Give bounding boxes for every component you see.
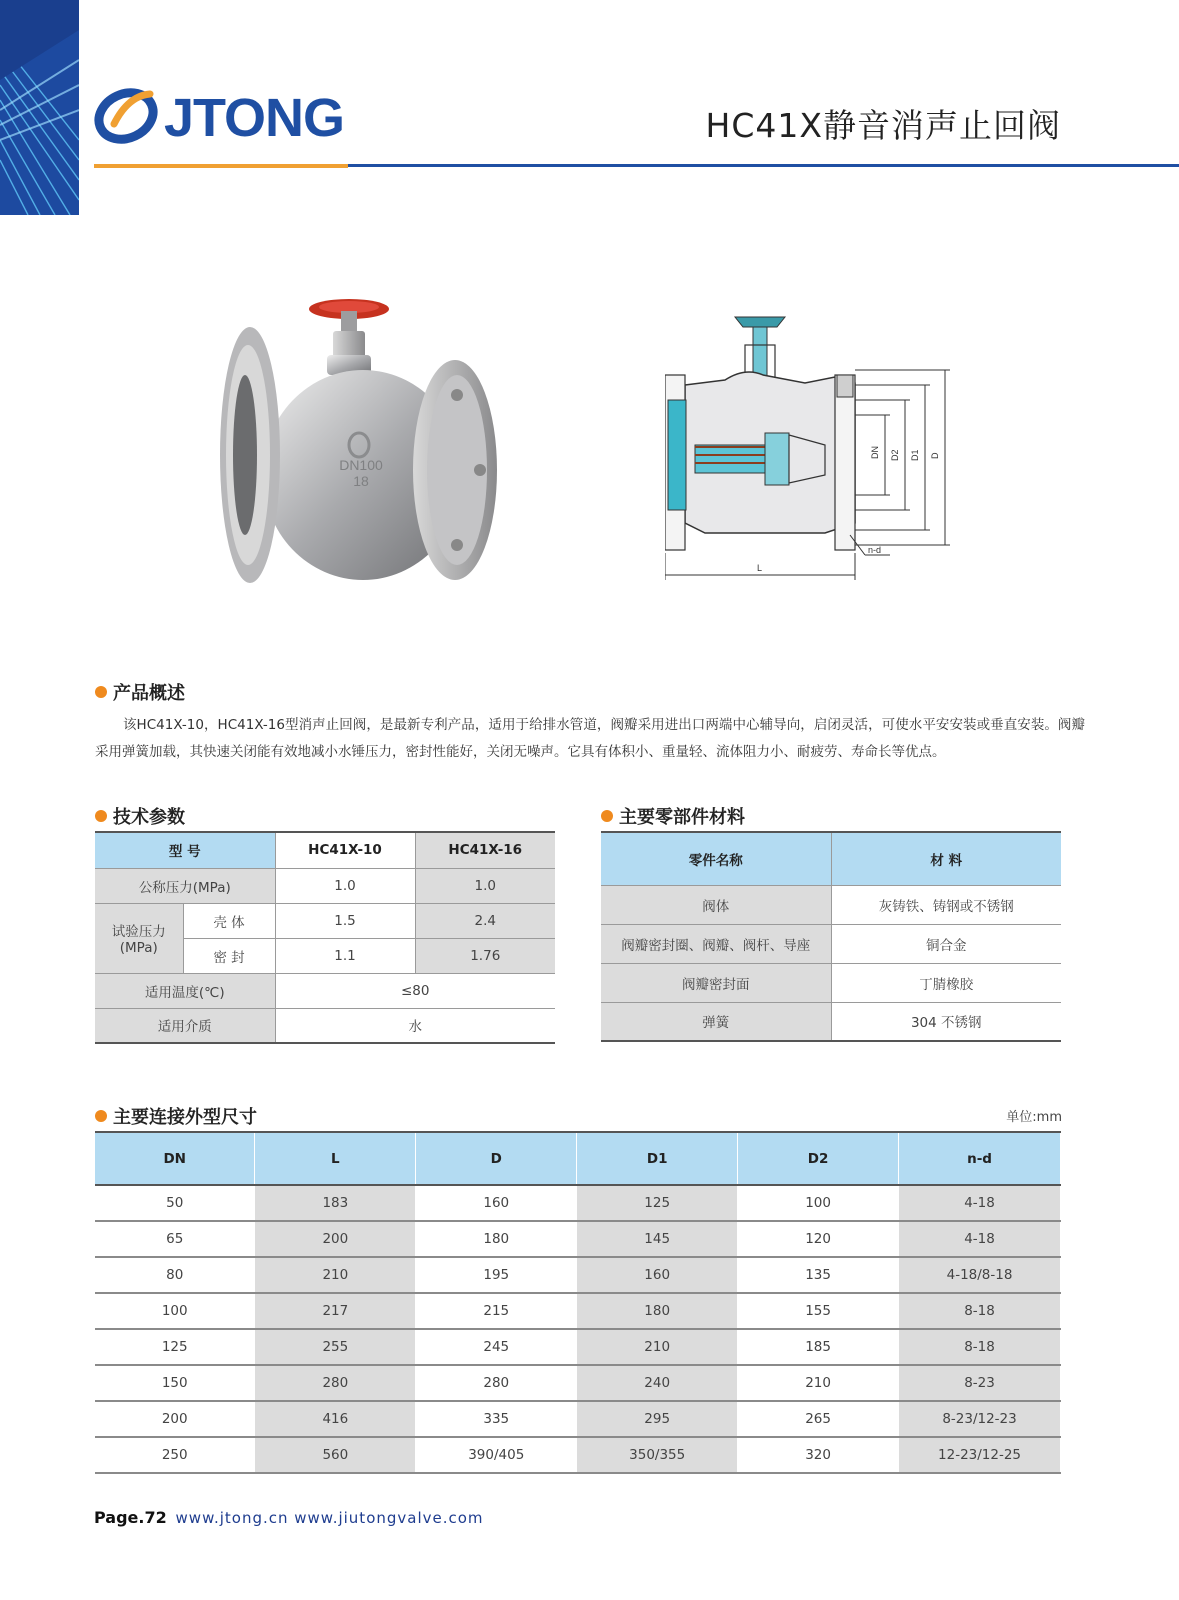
table-cell: 4-18 [899, 1185, 1061, 1221]
table-cell: 280 [416, 1365, 577, 1401]
part-name: 阀瓣密封圈、阀瓣、阀杆、导座 [601, 924, 831, 963]
table-cell: 135 [738, 1257, 899, 1293]
table-cell: 8-23/12-23 [899, 1401, 1061, 1437]
materials-table [601, 831, 1061, 1042]
header-model: 型 号 [95, 832, 275, 868]
header-hc41x-10: HC41X-10 [275, 832, 415, 868]
website-links[interactable]: www.jtong.cn www.jiutongvalve.com [175, 1509, 484, 1527]
table-cell: 195 [416, 1257, 577, 1293]
table-cell: 255 [255, 1329, 416, 1365]
table-row [95, 1329, 1061, 1365]
table-cell: 155 [738, 1293, 899, 1329]
table-cell: 240 [577, 1365, 738, 1401]
header-material: 材 料 [831, 832, 1061, 885]
table-cell: 390/405 [416, 1437, 577, 1473]
bullet-dot-icon [95, 686, 107, 698]
table-row [95, 1257, 1061, 1293]
table-cell: 265 [738, 1401, 899, 1437]
table-cell: 8-23 [899, 1365, 1061, 1401]
cell-value: 1.1 [275, 938, 415, 973]
table-cell: 350/355 [577, 1437, 738, 1473]
valve-photo [215, 295, 510, 600]
handwheel-icon [309, 299, 389, 375]
table-cell: 100 [738, 1185, 899, 1221]
table-row [95, 1221, 1061, 1257]
cell-value: 1.5 [275, 903, 415, 938]
page-number: Page.72 [94, 1508, 167, 1527]
overview-title: 产品概述 [113, 683, 185, 704]
row-label-nominal-pressure: 公称压力(MPa) [95, 868, 275, 903]
cell-value: ≤80 [275, 973, 555, 1008]
table-cell: 4-18 [899, 1221, 1061, 1257]
table-cell: 65 [95, 1221, 255, 1257]
table-cell: 560 [255, 1437, 416, 1473]
table-cell: 320 [738, 1437, 899, 1473]
dimensions-header-cell: D1 [577, 1132, 738, 1185]
bullet-dot-icon [95, 1110, 107, 1122]
table-cell: 200 [95, 1401, 255, 1437]
table-cell: 4-18/8-18 [899, 1257, 1061, 1293]
svg-text:JTONG: JTONG [164, 88, 345, 148]
header-hc41x-16: HC41X-16 [415, 832, 555, 868]
table-cell: 12-23/12-25 [899, 1437, 1061, 1473]
row-label-shell: 壳 体 [183, 903, 275, 938]
svg-text:DN100: DN100 [339, 457, 383, 473]
page-title: HC41X静音消声止回阀 [705, 106, 1061, 145]
materials-heading [601, 803, 745, 829]
svg-text:D1: D1 [910, 449, 920, 461]
cell-value: 1.76 [415, 938, 555, 973]
logo-mark-icon [94, 84, 161, 148]
part-material: 铜合金 [831, 924, 1061, 963]
dimensions-title: 主要连接外型尺寸 [113, 1107, 257, 1128]
table-cell: 100 [95, 1293, 255, 1329]
valve-cross-section-drawing [665, 305, 970, 595]
table-cell: 416 [255, 1401, 416, 1437]
overview-text: 该HC41X-10，HC41X-16型消声止回阀，是最新专利产品，适用于给排水管道，阀瓣采用进出口两端中心辅导向，启闭灵活，可使水平安安装或垂直安装。阀瓣采用弹簧加载，其快速关闭能有效地减小水锤压力，密封性能好，关闭无噪声。它具有体积小、重量轻、流体阻力小、耐疲劳、寿命长等优点。 [95, 717, 1085, 760]
part-name: 阀体 [601, 885, 831, 924]
table-cell: 245 [416, 1329, 577, 1365]
table-row [95, 1185, 1061, 1221]
table-cell: 160 [416, 1185, 577, 1221]
unit-note: 单位:mm [1006, 1110, 1062, 1125]
dimensions-table [95, 1131, 1061, 1474]
dimensions-header-cell: DN [95, 1132, 255, 1185]
table-cell: 183 [255, 1185, 416, 1221]
cell-value: 1.0 [415, 868, 555, 903]
part-name: 阀瓣密封面 [601, 963, 831, 1002]
part-material: 丁腈橡胶 [831, 963, 1061, 1002]
corner-decoration [0, 0, 79, 215]
bullet-dot-icon [95, 810, 107, 822]
part-material: 304 不锈钢 [831, 1002, 1061, 1041]
svg-text:D: D [930, 452, 940, 459]
table-cell: 145 [577, 1221, 738, 1257]
table-cell: 250 [95, 1437, 255, 1473]
svg-text:n-d: n-d [868, 545, 882, 555]
header-rule [348, 164, 1179, 167]
table-cell: 210 [577, 1329, 738, 1365]
row-label-test-pressure [95, 903, 183, 973]
cell-value: 1.0 [275, 868, 415, 903]
part-name: 弹簧 [601, 1002, 831, 1041]
table-cell: 280 [255, 1365, 416, 1401]
table-cell: 295 [577, 1401, 738, 1437]
row-label-seal: 密 封 [183, 938, 275, 973]
svg-text:L: L [757, 563, 763, 573]
table-cell: 150 [95, 1365, 255, 1401]
cell-value: 水 [275, 1008, 555, 1043]
table-cell: 215 [416, 1293, 577, 1329]
table-cell: 210 [255, 1257, 416, 1293]
test-pressure-unit: (MPa) [119, 940, 158, 956]
dimensions-header-cell: D [416, 1132, 577, 1185]
table-cell: 8-18 [899, 1293, 1061, 1329]
table-cell: 180 [416, 1221, 577, 1257]
test-pressure-label: 试验压力 [111, 924, 166, 940]
table-cell: 160 [577, 1257, 738, 1293]
part-material: 灰铸铁、铸钢或不锈钢 [831, 885, 1061, 924]
table-row [95, 1437, 1061, 1473]
table-cell: 200 [255, 1221, 416, 1257]
table-cell: 50 [95, 1185, 255, 1221]
svg-text:18: 18 [353, 473, 369, 489]
dimensions-header-row [95, 1132, 1061, 1185]
tech-params-title: 技术参数 [113, 807, 185, 828]
table-row [95, 1365, 1061, 1401]
cell-value: 2.4 [415, 903, 555, 938]
table-cell: 185 [738, 1329, 899, 1365]
header-part-name: 零件名称 [601, 832, 831, 885]
svg-text:D2: D2 [890, 449, 900, 461]
table-cell: 8-18 [899, 1329, 1061, 1365]
table-row [95, 1293, 1061, 1329]
dimensions-header-cell: n-d [899, 1132, 1061, 1185]
logo-underline [94, 164, 348, 168]
table-cell: 217 [255, 1293, 416, 1329]
tech-params-heading [95, 803, 185, 829]
dimensions-header-cell: D2 [738, 1132, 899, 1185]
overview-heading [95, 679, 185, 705]
bullet-dot-icon [601, 810, 613, 822]
table-cell: 80 [95, 1257, 255, 1293]
materials-title: 主要零部件材料 [619, 807, 745, 828]
table-cell: 335 [416, 1401, 577, 1437]
table-cell: 125 [577, 1185, 738, 1221]
table-cell: 210 [738, 1365, 899, 1401]
dimensions-heading [95, 1103, 257, 1129]
page-footer [94, 1508, 484, 1527]
table-row [95, 1401, 1061, 1437]
table-cell: 120 [738, 1221, 899, 1257]
table-cell: 125 [95, 1329, 255, 1365]
dimensions-header-cell: L [255, 1132, 416, 1185]
tech-params-table [95, 831, 555, 1044]
brand-logo [94, 78, 354, 150]
row-label-medium: 适用介质 [95, 1008, 275, 1043]
row-label-temperature: 适用温度(℃) [95, 973, 275, 1008]
table-cell: 180 [577, 1293, 738, 1329]
svg-text:DN: DN [870, 446, 880, 459]
